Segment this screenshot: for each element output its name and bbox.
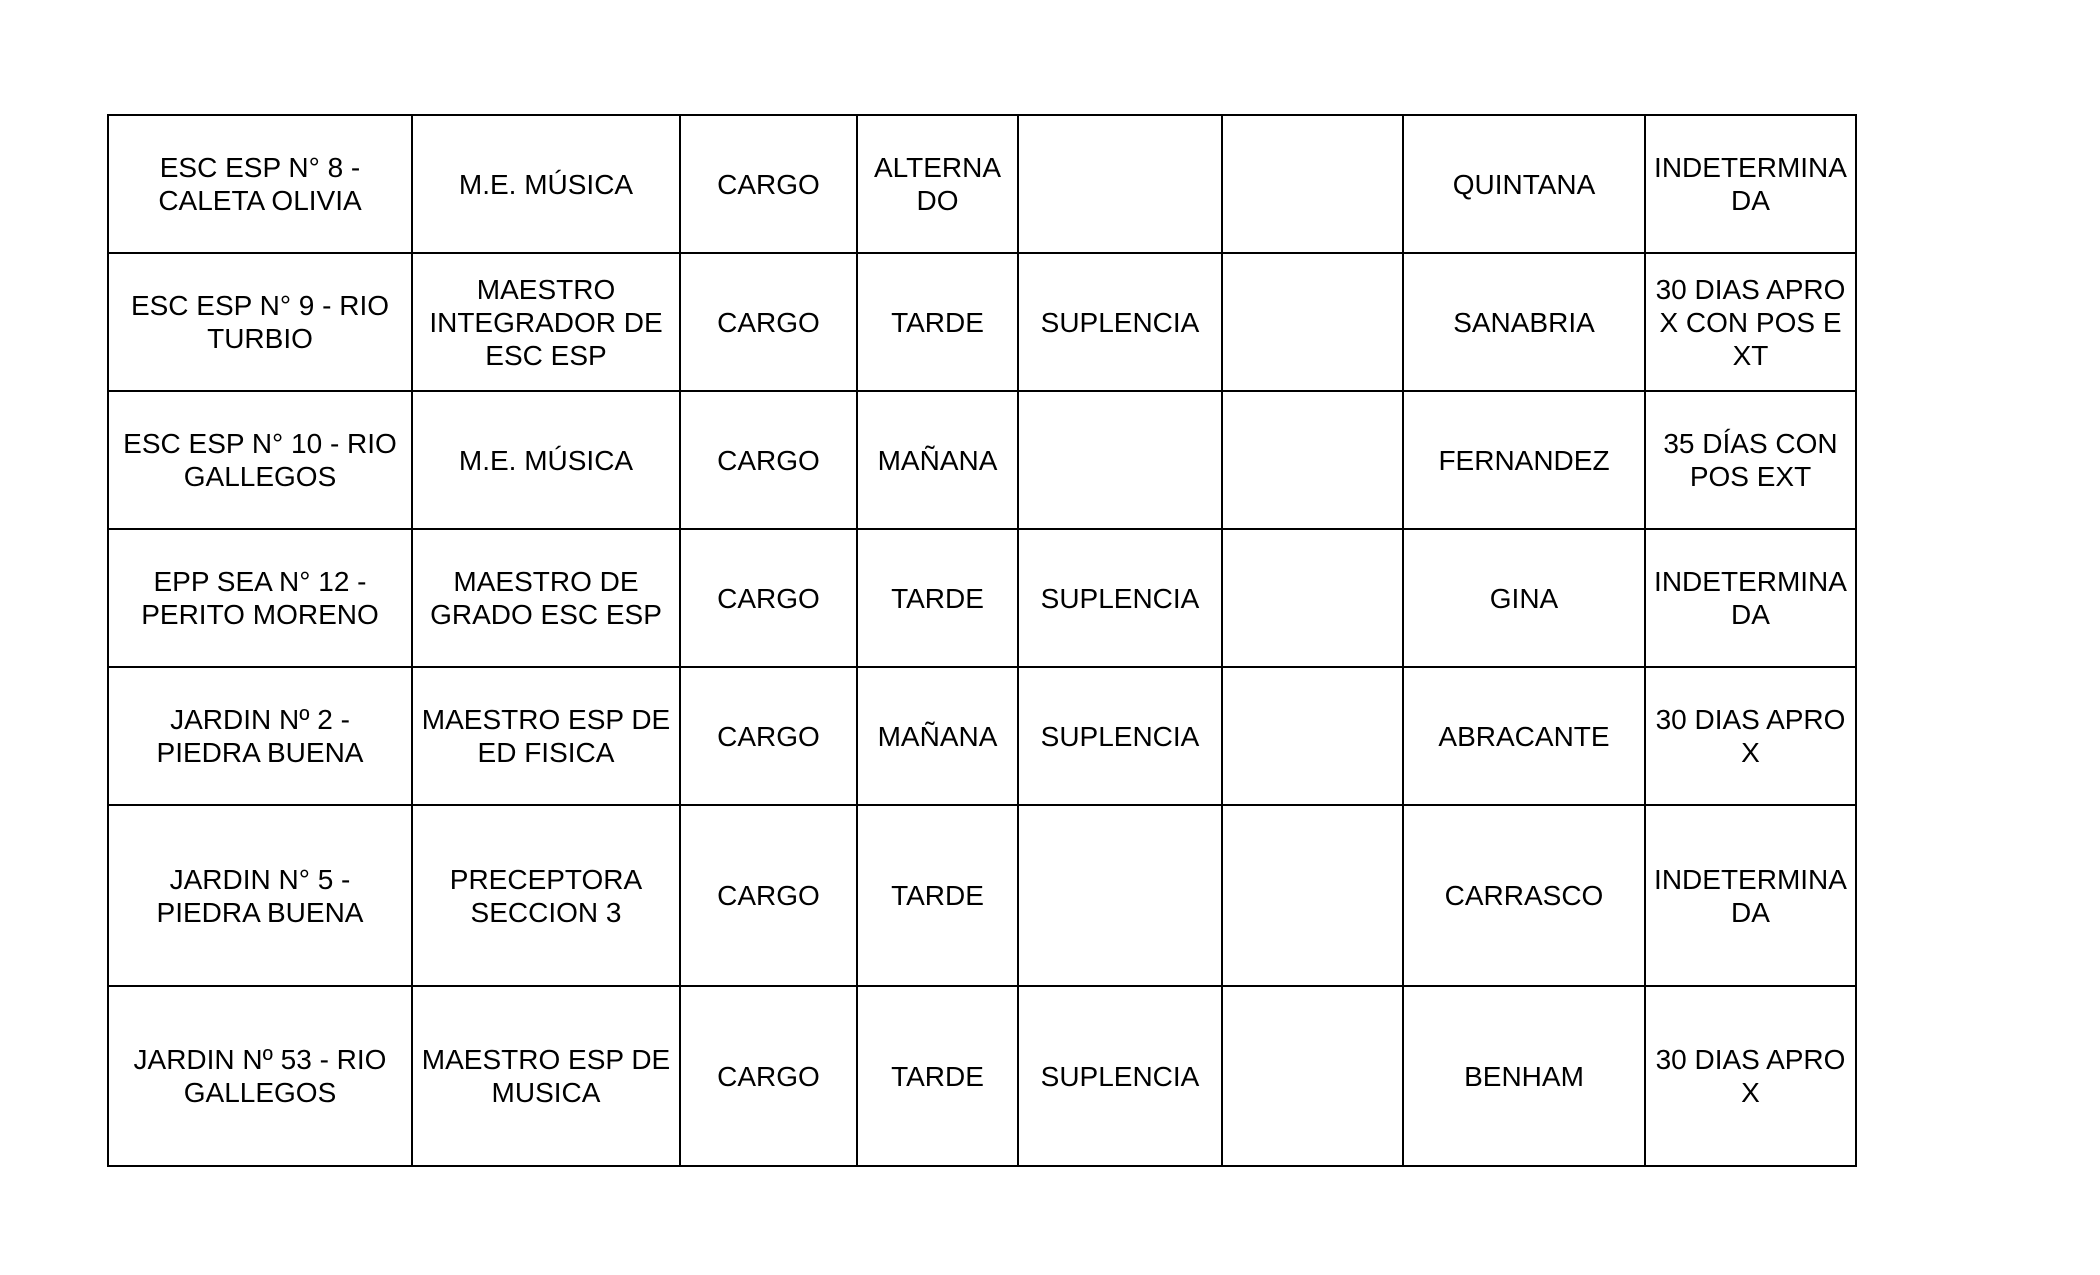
- shift-cell: MAÑANA: [857, 667, 1018, 805]
- type-cell: CARGO: [680, 391, 857, 529]
- empty-cell: [1222, 253, 1403, 391]
- school-cell: ESC ESP N° 8 - CALETA OLIVIA: [108, 115, 412, 253]
- shift-cell: TARDE: [857, 529, 1018, 667]
- table-row: [108, 529, 1856, 667]
- duration-cell: INDETERMINADA: [1645, 529, 1856, 667]
- school-cell: EPP SEA N° 12 - PERITO MORENO: [108, 529, 412, 667]
- shift-cell: TARDE: [857, 986, 1018, 1166]
- school-cell: JARDIN Nº 53 - RIO GALLEGOS: [108, 986, 412, 1166]
- situation-cell: [1018, 805, 1222, 986]
- situation-cell: SUPLENCIA: [1018, 667, 1222, 805]
- position-cell: MAESTRO ESP DE MUSICA: [412, 986, 680, 1166]
- school-cell: ESC ESP N° 9 - RIO TURBIO: [108, 253, 412, 391]
- table-row: [108, 115, 1856, 253]
- empty-cell: [1222, 529, 1403, 667]
- type-cell: CARGO: [680, 115, 857, 253]
- duration-cell: 30 DIAS APROX: [1645, 667, 1856, 805]
- table-row: [108, 986, 1856, 1166]
- position-cell: M.E. MÚSICA: [412, 115, 680, 253]
- situation-cell: SUPLENCIA: [1018, 986, 1222, 1166]
- table-row: [108, 805, 1856, 986]
- duration-cell: 35 DÍAS CON POS EXT: [1645, 391, 1856, 529]
- situation-cell: SUPLENCIA: [1018, 253, 1222, 391]
- shift-cell: ALTERNADO: [857, 115, 1018, 253]
- school-cell: JARDIN Nº 2 - PIEDRA BUENA: [108, 667, 412, 805]
- duration-cell: 30 DIAS APROX CON POS EXT: [1645, 253, 1856, 391]
- duration-cell: 30 DIAS APROX: [1645, 986, 1856, 1166]
- empty-cell: [1222, 391, 1403, 529]
- shift-cell: MAÑANA: [857, 391, 1018, 529]
- shift-cell: TARDE: [857, 805, 1018, 986]
- situation-cell: [1018, 391, 1222, 529]
- table-row: [108, 391, 1856, 529]
- surname-cell: BENHAM: [1403, 986, 1645, 1166]
- surname-cell: ABRACANTE: [1403, 667, 1645, 805]
- empty-cell: [1222, 986, 1403, 1166]
- type-cell: CARGO: [680, 667, 857, 805]
- table-row: [108, 667, 1856, 805]
- surname-cell: FERNANDEZ: [1403, 391, 1645, 529]
- shift-cell: TARDE: [857, 253, 1018, 391]
- type-cell: CARGO: [680, 805, 857, 986]
- position-cell: MAESTRO DE GRADO ESC ESP: [412, 529, 680, 667]
- position-cell: PRECEPTORA SECCION 3: [412, 805, 680, 986]
- situation-cell: [1018, 115, 1222, 253]
- empty-cell: [1222, 805, 1403, 986]
- position-cell: MAESTRO ESP DE ED FISICA: [412, 667, 680, 805]
- surname-cell: GINA: [1403, 529, 1645, 667]
- table-row: [108, 253, 1856, 391]
- duration-cell: INDETERMINADA: [1645, 805, 1856, 986]
- vacancy-table: [107, 114, 1857, 1167]
- empty-cell: [1222, 115, 1403, 253]
- surname-cell: QUINTANA: [1403, 115, 1645, 253]
- school-cell: JARDIN N° 5 - PIEDRA BUENA: [108, 805, 412, 986]
- empty-cell: [1222, 667, 1403, 805]
- surname-cell: SANABRIA: [1403, 253, 1645, 391]
- duration-cell: INDETERMINADA: [1645, 115, 1856, 253]
- school-cell: ESC ESP N° 10 - RIO GALLEGOS: [108, 391, 412, 529]
- type-cell: CARGO: [680, 253, 857, 391]
- surname-cell: CARRASCO: [1403, 805, 1645, 986]
- type-cell: CARGO: [680, 529, 857, 667]
- type-cell: CARGO: [680, 986, 857, 1166]
- position-cell: M.E. MÚSICA: [412, 391, 680, 529]
- situation-cell: SUPLENCIA: [1018, 529, 1222, 667]
- position-cell: MAESTRO INTEGRADOR DE ESC ESP: [412, 253, 680, 391]
